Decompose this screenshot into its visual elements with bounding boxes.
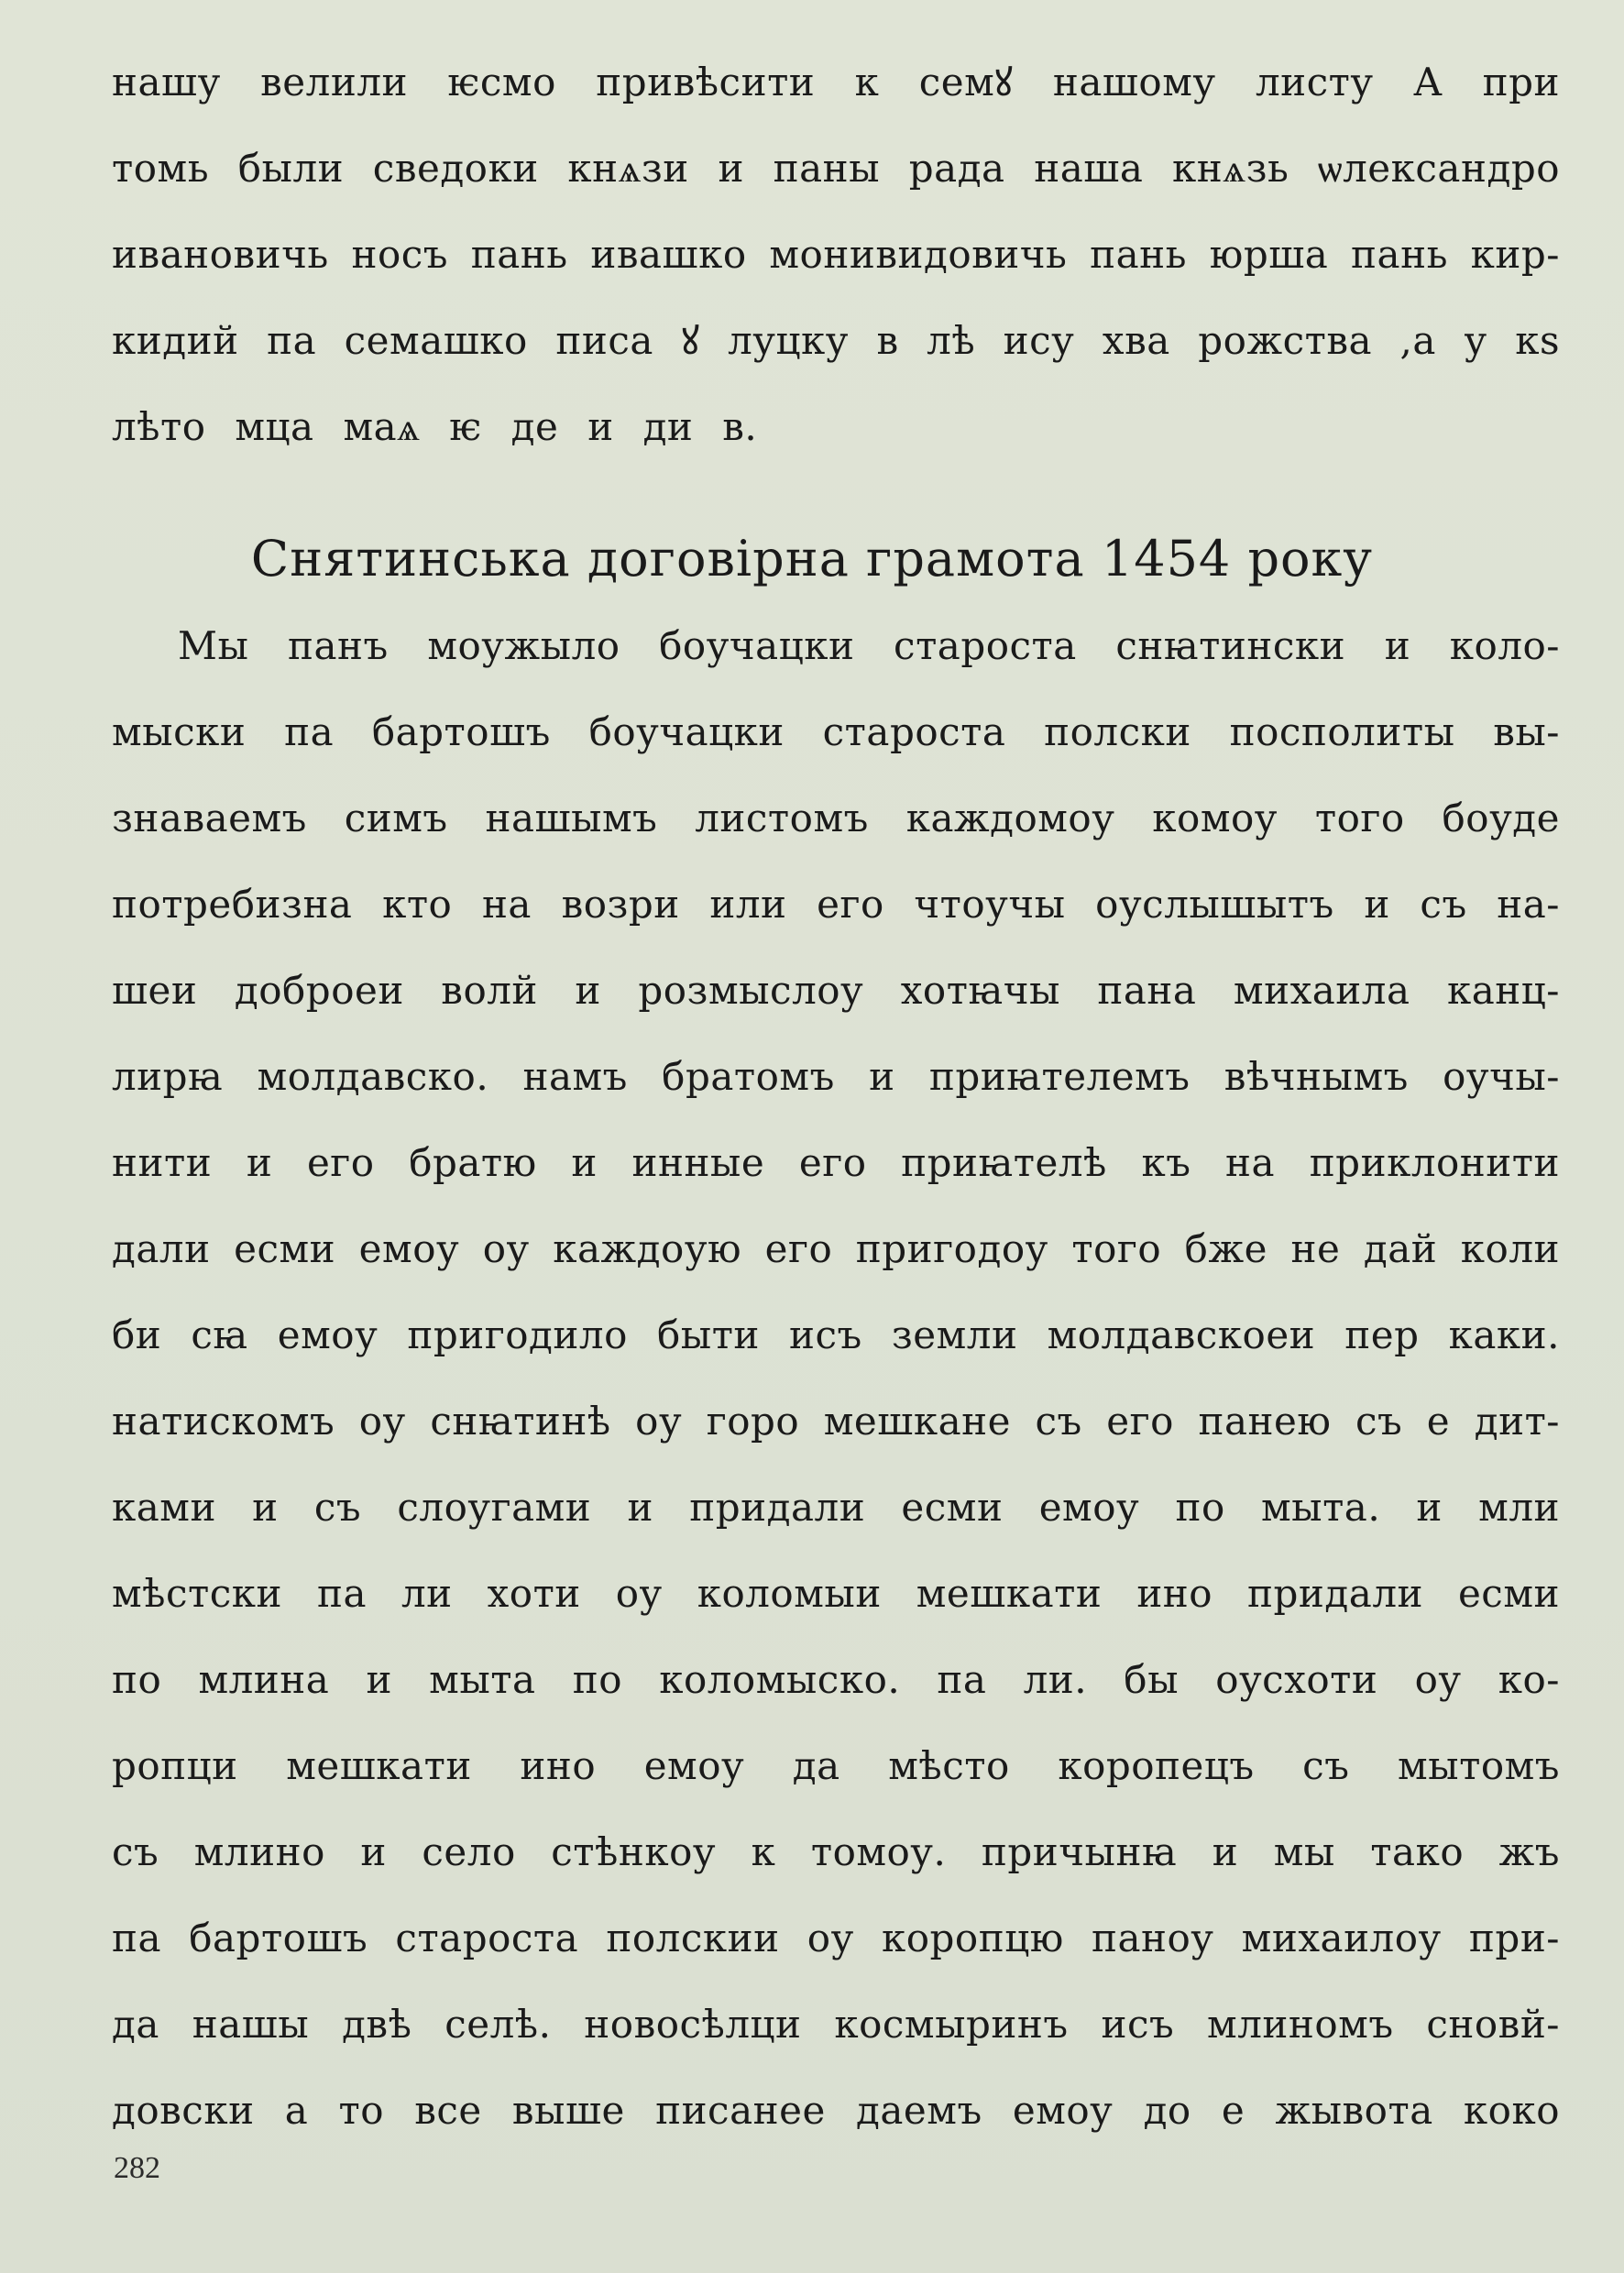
text-line: лирꙗ молдавско. намъ братомъ и приꙗтелемъ вѣчнымъ оучы- [112,1054,1560,1099]
text-line: кидий па семашко писа ꙋ луцку в лѣ ису хва рожства ,а у кѕ [112,318,1560,363]
text-line: ками и съ слоугами и придали есми емоу по мыта. и мли [112,1485,1560,1530]
text-line: лѣто мца маѧ ѥ де и ди в. [112,404,758,449]
text-line: съ млино и село стѣнкоу к томоу. причынꙗ и мы тако жъ [112,1829,1560,1874]
text-line: знаваемъ симъ нашымъ листомъ каждомоу комоу того боуде [112,796,1560,840]
text-line: мѣстски па ли хоти оу коломыи мешкати ино придали есми [112,1571,1560,1616]
text-line: дали есми емоу оу каждоую его пригодоу того бже не дай коли [112,1226,1560,1271]
text-line: натискомъ оу снꙗтинѣ оу горо мешкане съ его панею съ е дит- [112,1399,1560,1444]
text-line: Мы панъ моужыло боучацки староста снꙗтински и коло- [178,623,1560,668]
text-line: да нашы двѣ селѣ. новосѣлци космыринъ исъ млиномъ сновй- [112,2002,1560,2047]
text-line: ропци мешкати ино емоу да мѣсто коропецъ съ мытомъ [112,1743,1560,1788]
text-line: шеи доброеи волй и розмыслоу хотꙗчы пана михаила канц- [112,968,1560,1013]
text-line: довски а то все выше писанее даемъ емоу до е жывота коко [112,2088,1560,2133]
text-line: ивановичь носъ пань ивашко монивидовичь пань юрша пань кир- [112,232,1560,277]
text-line: по млина и мыта по коломыско. па ли. бы оусхоти оу ко- [112,1657,1560,1702]
text-line: томь были сведоки кнѧзи и паны рада наша кнѧзь ѡлександро [112,146,1560,191]
text-line: нашу велили ѥсмо привѣсити к семꙋ нашому листу А при [112,60,1560,104]
text-line: би сꙗ емоу пригодило быти исъ земли молдавскоеи пер каки. [112,1312,1560,1357]
text-line: потребизна кто на возри или его чтоучы оуслышытъ и съ на- [112,882,1560,927]
page-number: 282 [114,2151,160,2185]
section-heading: Снятинська договірна грамота 1454 року [250,530,1374,587]
text-line: нити и его братю и инные его приꙗтелѣ къ на приклонити [112,1140,1560,1185]
text-line: мыски па бартошъ боучацки староста полски посполиты вы- [112,709,1560,754]
text-line: па бартошъ староста полскии оу коропцю паноу михаилоу при- [112,1916,1560,1960]
